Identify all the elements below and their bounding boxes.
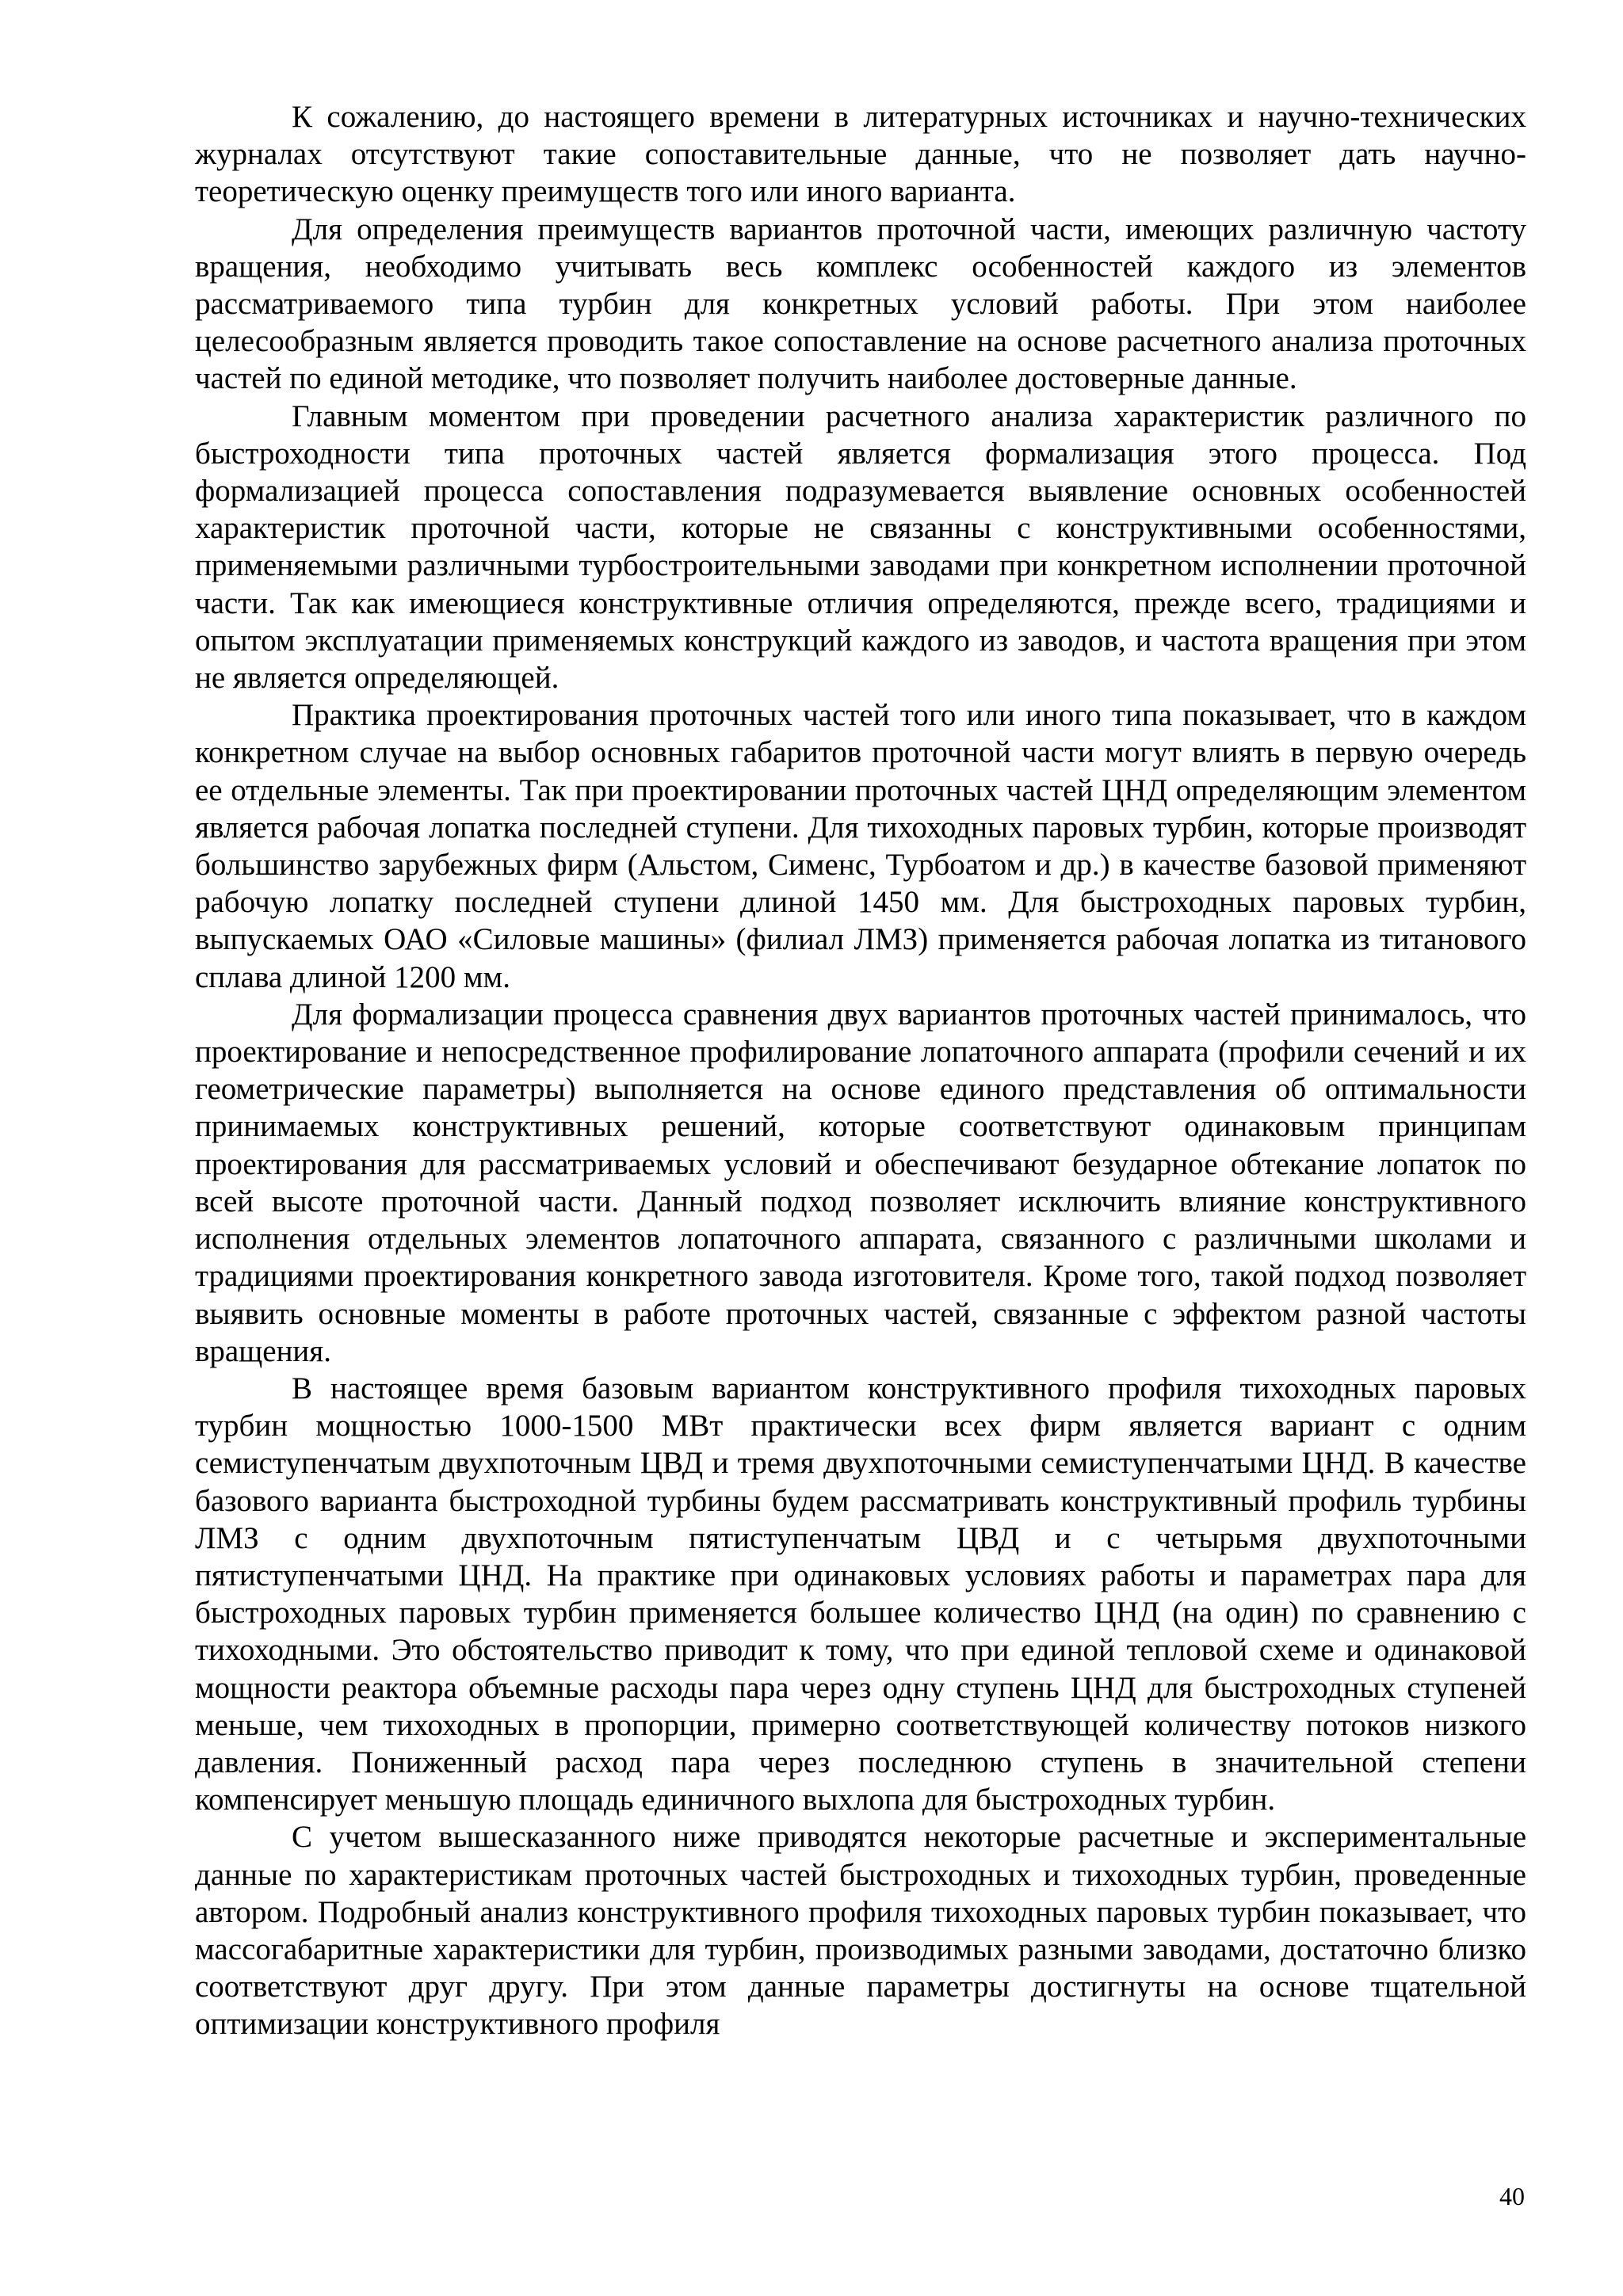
paragraph-1: К сожалению, до настоящего времени в литературных источниках и научно-технических журналах отсутствуют такие сопоставительные данные, что не позволяет дать научно-теоретическую оценку преимуществ того или иного варианта.: [195, 100, 1526, 209]
body-text: [195, 98, 1526, 2043]
paragraph-2: Для определения преимуществ вариантов проточной части, имеющих различную частоту вращения, необходимо учитывать весь комплекс особенностей каждого из элементов рассматриваемого типа турбин для конкретных условий работы. При этом наиболее целесообразным является проводить такое сопоставление на основе расчетного анализа проточных частей по единой методике, что позволяет получить наиболее достоверные данные.: [195, 212, 1526, 396]
paragraph-4: Практика проектирования проточных частей того или иного типа показывает, что в каждом конкретном случае на выбор основных габаритов проточной части могут влиять в первую очередь ее отдельные элементы. Так при проектировании проточных частей ЦНД определяющим элементом является рабочая лопатка последней ступени. Для тихоходных паровых турбин, которые производят большинство зарубежных фирм (Альстом, Сименс, Турбоатом и др.) в качестве базовой применяют рабочую лопатку последней ступени длиной 1450 мм. Для быстроходных паровых турбин, выпускаемых ОАО «Силовые машины» (филиал ЛМЗ) применяется рабочая лопатка из титанового сплава длиной 1200 мм.: [195, 698, 1526, 994]
paragraph-3: Главным моментом при проведении расчетного анализа характеристик различного по быстроходности типа проточных частей является формализация этого процесса. Под формализацией процесса сопоставления подразумевается выявление основных особенностей характеристик проточной части, которые не связанны с конструктивными особенностями, применяемыми различными турбостроительными заводами при конкретном исполнении проточной части. Так как имеющиеся конструктивные отличия определяются, прежде всего, традициями и опытом эксплуатации применяемых конструкций каждого из заводов, и частота вращения при этом не является определяющей.: [195, 399, 1526, 696]
paragraph-6: В настоящее время базовым вариантом конструктивного профиля тихоходных паровых турбин мощностью 1000-1500 МВт практически всех фирм является вариант с одним семиступенчатым двухпоточным ЦВД и тремя двухпоточными семиступенчатыми ЦНД. В качестве базового варианта быстроходной турбины будем рассматривать конструктивный профиль турбины ЛМЗ с одним двухпоточным пятиступенчатым ЦВД и с четырьмя двухпоточными пятиступенчатыми ЦНД. На практике при одинаковых условиях работы и параметрах пара для быстроходных паровых турбин применяется большее количество ЦНД (на один) по сравнению с тихоходными. Это обстоятельство приводит к тому, что при единой тепловой схеме и одинаковой мощности реактора объемные расходы пара через одну ступень ЦНД для быстроходных ступеней меньше, чем тихоходных в пропорции, примерно соответствующей количеству потоков низкого давления. Пониженный расход пара через последнюю ступень в значительной степени компенсирует меньшую площадь единичного выхлопа для быстроходных турбин.: [195, 1371, 1526, 1817]
paragraph-7: С учетом вышесказанного ниже приводятся некоторые расчетные и экспериментальные данные по характеристикам проточных частей быстроходных и тихоходных турбин, проведенные автором. Подробный анализ конструктивного профиля тихоходных паровых турбин показывает, что массогабаритные характеристики для турбин, производимых разными заводами, достаточно близко соответствуют друг другу. При этом данные параметры достигнуты на основе тщательной оптимизации конструктивного профиля: [195, 1820, 1526, 2042]
paragraph-5: Для формализации процесса сравнения двух вариантов проточных частей принималось, что проектирование и непосредственное профилирование лопаточного аппарата (профили сечений и их геометрические параметры) выполняется на основе единого представления об оптимальности принимаемых конструктивных решений, которые соответствуют одинаковым принципам проектирования для рассматриваемых условий и обеспечивают безударное обтекание лопаток по всей высоте проточной части. Данный подход позволяет исключить влияние конструктивного исполнения отдельных элементов лопаточного аппарата, связанного с различными школами и традициями проектирования конкретного завода изготовителя. Кроме того, такой подход позволяет выявить основные моменты в работе проточных частей, связанные с эффектом разной частоты вращения.: [195, 997, 1526, 1368]
page-number: 40: [1499, 2182, 1525, 2210]
